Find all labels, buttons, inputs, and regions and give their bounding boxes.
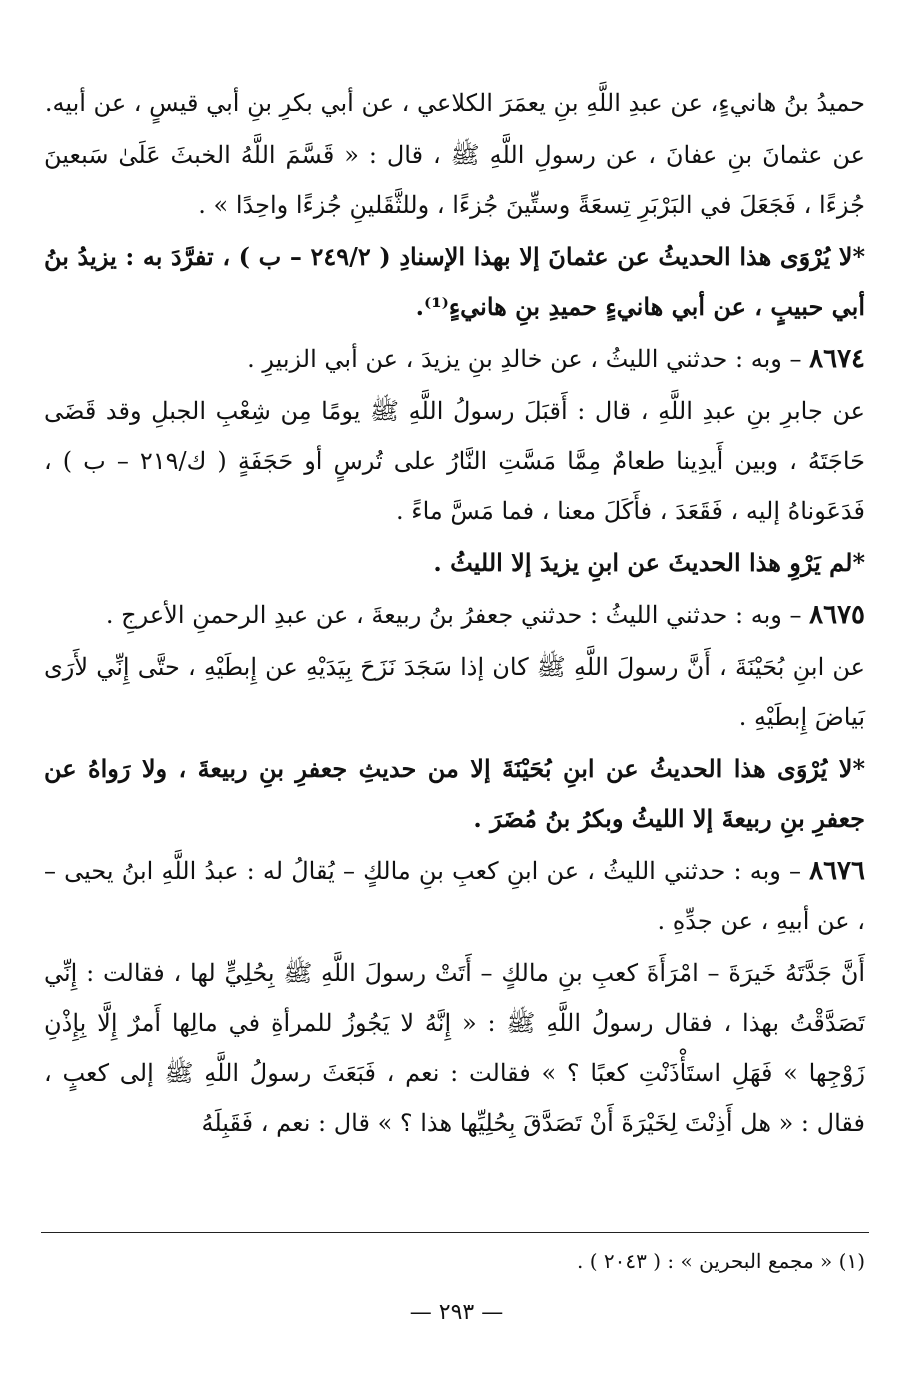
paragraph-hadith-8674-matn: [44, 386, 865, 536]
paragraph-hadith-8675-isnad: [44, 590, 865, 640]
paragraph-text: عن عثمانَ بنِ عفانَ ، عن رسولِ اللَّهِ ﷺ ، قال : « قَسَّمَ اللَّهُ الخبثَ عَلَىٰ سَبعينَ جُزءًا ، فَجَعَلَ في البَرْبَرِ تِسعَةً وستِّينَ جُزءًا ، وللثَّقَلينِ جُزءًا واحِدًا » .: [44, 141, 865, 219]
hadith-number: ٨٦٧٤: [809, 344, 865, 374]
paragraph-text: *لا يُرْوَى هذا الحديثُ عن ابنِ بُحَيْنَةَ إلا من حديثِ جعفرِ بنِ ربيعةَ ، ولا رَواهُ عن جعفرِ بنِ ربيعةَ إلا الليثُ وبكرُ بنُ مُضَرَ .: [44, 754, 865, 833]
hadith-number: ٨٦٧٦: [809, 856, 865, 886]
paragraph-hadith-8676-matn: [44, 948, 865, 1148]
paragraph-commentary-1: [44, 232, 865, 332]
paragraph-text: – وبه : حدثني الليثُ : حدثني جعفرُ بنُ ربيعةَ ، عن عبدِ الرحمنِ الأعرجِ .: [105, 601, 802, 629]
paragraph-text: – وبه : حدثني الليثُ ، عن خالدِ بنِ يزيدَ ، عن أبي الزبيرِ .: [247, 345, 802, 373]
paragraph-hadith-8674-isnad: [44, 334, 865, 384]
hadith-number: ٨٦٧٥: [809, 600, 865, 630]
paragraph-text: أَنَّ جَدَّتَهُ خَيرَةَ – امْرَأَةَ كعبِ بنِ مالكٍ – أَتَتْ رسولَ اللَّهِ ﷺ بِحُلِيٍّ لها ، فقالت : إِنِّي تَصَدَّقْتُ بهذا ، فقال رسولُ اللَّهِ ﷺ : « إِنَّهُ لا يَجُوزُ للمرأةِ في مالِها أَمرٌ إِلَّا بِإِذْنِ زَوْجِها » فَهَلِ استَأْذَنْتِ كعبًا ؟ » فقالت : نعم ، فَبَعَثَ رسولُ اللَّهِ ﷺ إلى كعبٍ ، فقال : « هل أَذِنْتَ لِخَيْرَةَ أَنْ تَصَدَّقَ بِحُلِيِّها هذا ؟ » قال : نعم ، فَقَبِلَهُ: [44, 959, 865, 1137]
paragraph-text: عن ابنِ بُحَيْنَةَ ، أَنَّ رسولَ اللَّهِ ﷺ كان إذا سَجَدَ نَزَحَ بِيَدَيْهِ عن إِبطَيْهِ ، حتَّى إِنِّي لأَرَى بَياضَ إِبطَيْهِ .: [44, 653, 866, 731]
paragraph-isnad-1: [44, 78, 865, 128]
paragraph-commentary-2: [44, 538, 865, 588]
footnote: (١) « مجمع البحرين » : ( ٢٠٤٣ ) .: [577, 1249, 865, 1273]
page-number: — ٢٩٣ —: [409, 1300, 504, 1325]
paragraph-text: *لا يُرْوَى هذا الحديثُ عن عثمانَ إلا بهذا الإسنادِ ( ٢٤٩/٢ – ب ) ، تفرَّدَ به : يزيدُ بنُ أبي حبيبٍ ، عن أبي هانيءٍ حميدِ بنِ هانيءٍ⁽¹⁾.: [44, 242, 865, 321]
paragraph-hadith-8675-matn: [44, 642, 865, 742]
paragraph-text: حميدُ بنُ هانيءٍ، عن عبدِ اللَّهِ بنِ يعمَرَ الكلاعي ، عن أبي بكرِ بنِ أبي قيسٍ ، عن أبيه.: [44, 89, 865, 117]
paragraph-text: عن جابرِ بنِ عبدِ اللَّهِ ، قال : أَقبَلَ رسولُ اللَّهِ ﷺ يومًا مِن شِعْبِ الجبلِ وقد قَضَى حَاجَتَهُ ، وبين أَيدِينا طعامٌ مِمَّا مَسَّتِ النَّارُ على تُرسٍ أو حَجَفَةٍ ( ك/٢١٩ – ب ) ، فَدَعَوناهُ إليه ، فَقَعَدَ ، فأَكَلَ معنا ، فما مَسَّ ماءً .: [44, 397, 866, 525]
paragraph-hadith-1: [44, 130, 865, 230]
paragraph-text: – وبه : حدثني الليثُ ، عن ابنِ كعبِ بنِ مالكٍ – يُقالُ له : عبدُ اللَّهِ ابنُ يحيى – ، عن أبيهِ ، عن جدِّهِ .: [44, 857, 865, 935]
paragraph-commentary-3: [44, 744, 865, 844]
footnote-divider: [41, 1232, 869, 1233]
paragraph-text: *لم يَرْوِ هذا الحديثَ عن ابنِ يزيدَ إلا الليثُ .: [433, 548, 865, 577]
paragraph-hadith-8676-isnad: [44, 846, 865, 946]
